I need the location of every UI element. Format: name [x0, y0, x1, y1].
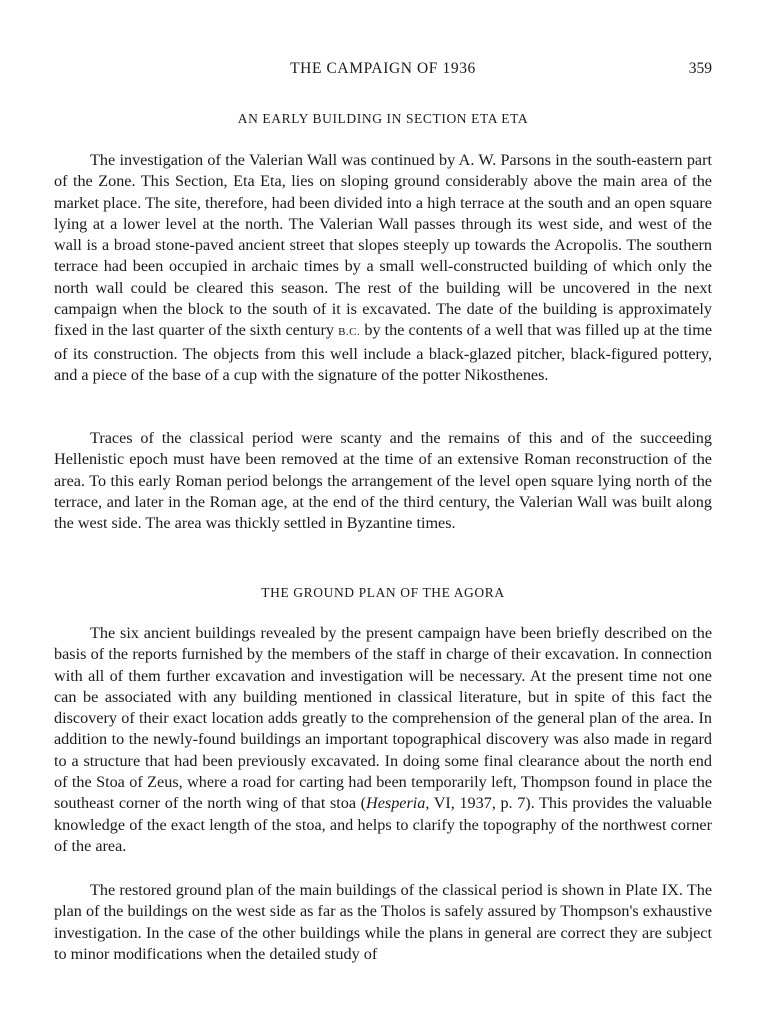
paragraph-valerian-wall — [54, 150, 712, 386]
paragraph-text: by the contents of a well that was filled up at the time of its construction. The objects from this well include a black-glazed pitcher, black-figured pottery, and a piece of the base of a cup with the signature of the potter Nikosthenes. — [54, 321, 713, 384]
page-header — [54, 60, 712, 82]
section-heading-early-building: AN EARLY BUILDING IN SECTION ETA ETA — [237, 111, 529, 126]
paragraph-text: The six ancient buildings revealed by the present campaign have been briefly described on the basis of the reports furnished by the members of the staff in charge of their excavation. In connection with all of them further excavation and investigation will be necessary. At the present time not one can be associated with any building mentioned in classical literature, but in spite of this fact the discovery of their exact location adds greatly to the comprehension of the general plan of the area. In addition to the newly-found buildings an important topographical discovery was also made in regard to a structure that had been previously excavated. In doing some final clearance about the north end of the Stoa of Zeus, where a road for carting had been temporarily left, Thompson found in place the southeast corner of the north wing of that stoa ( — [54, 624, 712, 813]
running-title: THE CAMPAIGN OF 1936 — [290, 60, 476, 77]
era-abbreviation: B.C. — [338, 326, 361, 339]
paragraph-text: VI, 1937, p. 7). This provides the valuable knowledge of the exact length of the stoa, and helps to clarify the topography of the northwest corner of the area. — [54, 794, 712, 855]
section-heading-ground-plan: THE GROUND PLAN OF THE AGORA — [261, 585, 505, 600]
paragraph-six-buildings — [54, 623, 712, 857]
page-number: 359 — [688, 60, 712, 77]
citation-title: Hesperia, — [366, 794, 430, 813]
paragraph-classical-traces: Traces of the classical period were scanty and the remains of this and of the succeeding Hellenistic epoch must have been removed at the time of an extensive Roman reconstruction of the area. To this early Roman period belongs the arrangement of the level open square lying north of the terrace, and later in the Roman age, at the end of the third century, the Valerian Wall was built along the west side. The area was thickly settled in Byzantine times. — [54, 429, 712, 533]
paragraph-text: The investigation of the Valerian Wall was continued by A. W. Parsons in the south-eastern part of the Zone. This Section, Eta Eta, lies on sloping ground considerably above the main area of the market place. The site, therefore, had been divided into a high terrace at the south and an open square lying at a lower level at the north. The Valerian Wall passes through its west side, and west of the wall is a broad stone-paved ancient street that slopes steeply up towards the Acropolis. The southern terrace had been occupied in archaic times by a small well-constructed building of which only the north wall could be cleared this season. The rest of the building will be uncovered in the next campaign when the block to the south of it is excavated. The date of the building is approximately fixed in the last quarter of the sixth century — [54, 151, 712, 340]
paragraph-restored-plan: The restored ground plan of the main buildings of the classical period is shown in Plate IX. The plan of the buildings on the west side as far as the Tholos is safely assured by Thompson's exhaustive investigation. In the case of the other buildings while the plans in general are correct they are subject to minor modifications when the detailed study of — [54, 881, 712, 963]
